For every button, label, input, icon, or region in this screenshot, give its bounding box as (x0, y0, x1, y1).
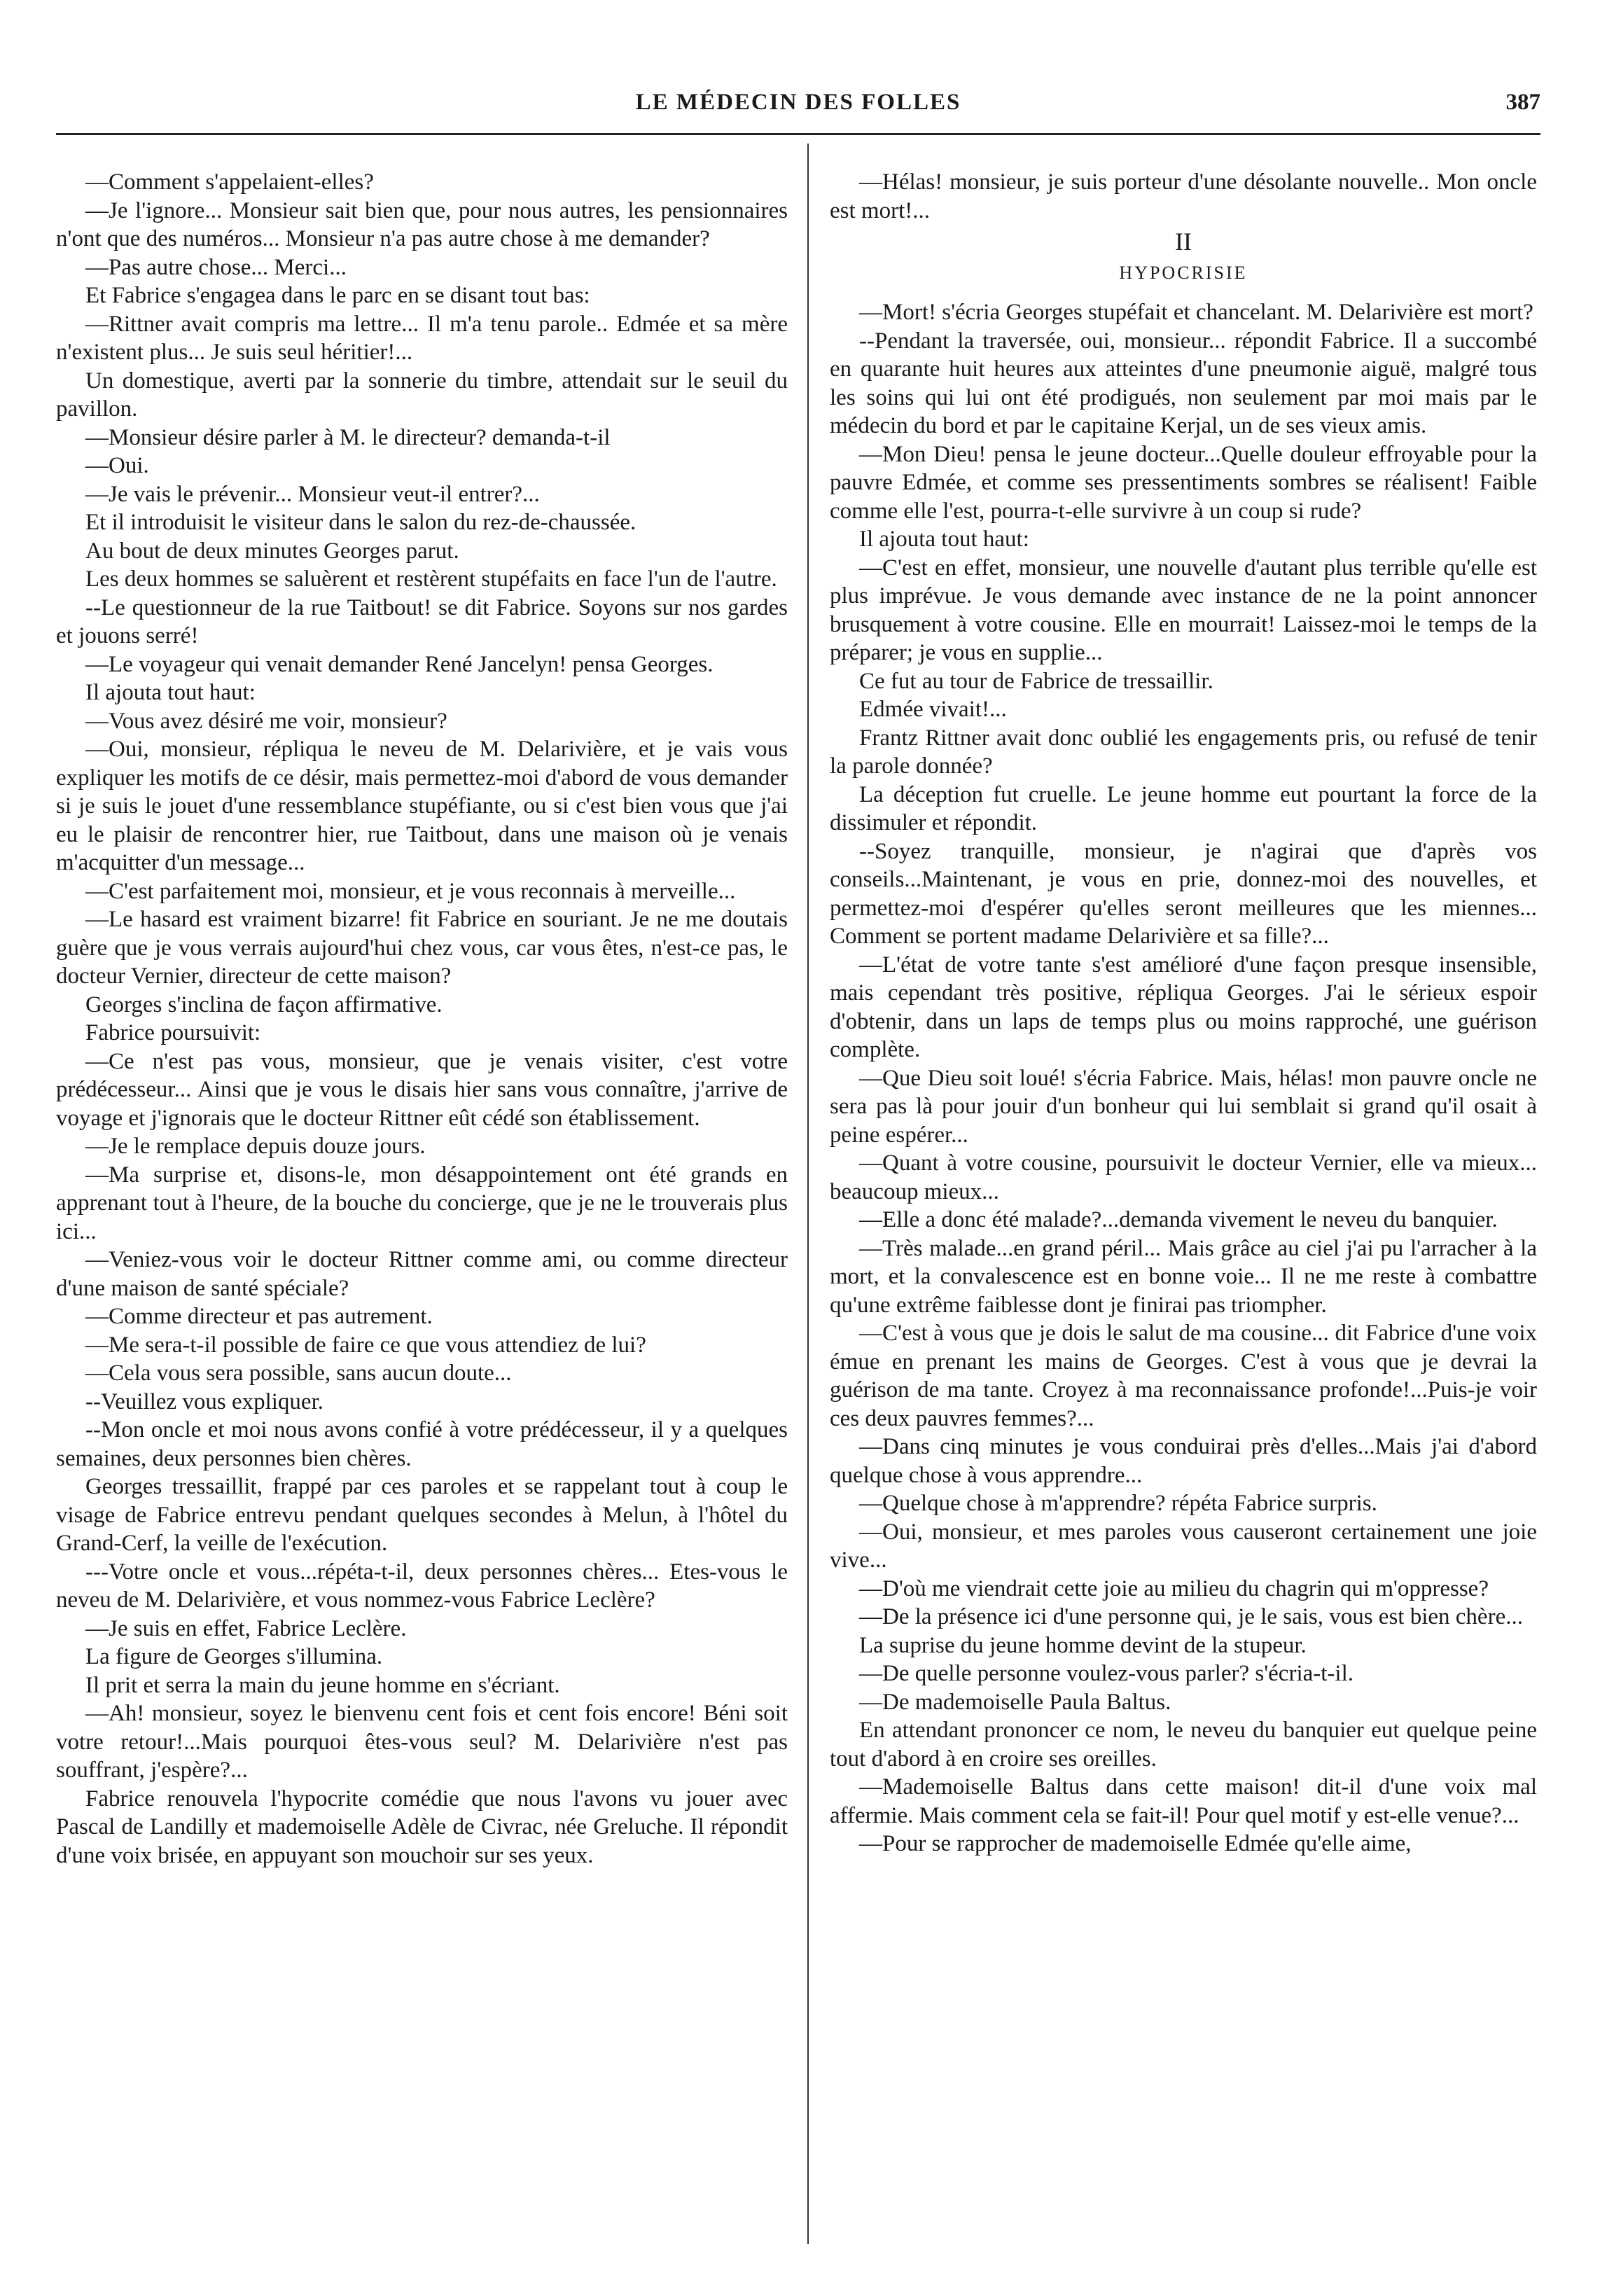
page-number: 387 (1505, 90, 1540, 115)
paragraph: —De quelle personne voulez-vous parler? s'écria-t-il. (859, 1661, 1354, 1686)
paragraph: —Monsieur désire parler à M. le directeur? demanda-t-il (85, 424, 611, 450)
paragraph: —Pour se rapprocher de mademoiselle Edmée qu'elle aime, (859, 1831, 1412, 1856)
paragraph: La déception fut cruelle. Le jeune homme eut pourtant la force de la dissimuler et répondit. (830, 781, 1537, 835)
header-rule (56, 133, 1540, 135)
paragraph: —Oui, monsieur, répliqua le neveu de M. Delarivière, et je vais vous expliquer les motifs de ce désir, mais permettez-moi d'abord de vous demander si je suis le jouet d'une ressemblance stupéfiante, ou si c'est bien vous que j'ai eu le plaisir de rencontrer hier, rue Taitbout, dans une maison où je venais m'acquitter d'un message... (56, 737, 788, 875)
paragraph: —De la présence ici d'une personne qui, je le sais, vous est bien chère... (859, 1604, 1523, 1629)
paragraph: Frantz Rittner avait donc oublié les engagements pris, ou refusé de tenir la parole donnée? (830, 725, 1537, 779)
paragraph: —Dans cinq minutes je vous conduirai près d'elles...Mais j'ai d'abord quelque chose à vous apprendre... (830, 1434, 1537, 1488)
paragraph: La suprise du jeune homme devint de la stupeur. (859, 1632, 1307, 1658)
paragraph: —Mon Dieu! pensa le jeune docteur...Quelle douleur effroyable pour la pauvre Edmée, et comme ses pressentiments sombres se réalisent! Faible comme elle l'est, pourra-t-elle survivre à un coup si rude? (830, 441, 1537, 524)
paragraph: --Veuillez vous expliquer. (85, 1389, 324, 1414)
paragraph: —Comment s'appelaient-elles? (85, 169, 374, 195)
paragraph: La figure de Georges s'illumina. (85, 1644, 383, 1669)
paragraph: —Je suis en effet, Fabrice Leclère. (85, 1615, 407, 1641)
left-column (56, 168, 788, 1870)
paragraph: —Hélas! monsieur, je suis porteur d'une désolante nouvelle.. Mon oncle est mort!... (830, 169, 1537, 223)
running-title: LE MÉDECIN DES FOLLES (635, 90, 961, 115)
paragraph: —Me sera-t-il possible de faire ce que vous attendiez de lui? (85, 1332, 646, 1358)
paragraph: —Quelque chose à m'apprendre? répéta Fabrice surpris. (859, 1491, 1377, 1516)
section-number: II (1175, 228, 1192, 256)
paragraph: —Mademoiselle Baltus dans cette maison! dit-il d'une voix mal affermie. Mais comment cela se fait-il! Pour quel motif y est-elle venue?... (830, 1774, 1537, 1828)
paragraph: —Le hasard est vraiment bizarre! fit Fabrice en souriant. Je ne me doutais guère que je vous verrais aujourd'hui chez vous, car vous êtes, n'est-ce pas, le docteur Vernier, directeur de cette maison? (56, 907, 788, 989)
paragraph: —Ah! monsieur, soyez le bienvenu cent fois et cent fois encore! Béni soit votre retour!...Mais pourquoi êtes-vous seul? M. Delarivière n'est pas souffrant, j'espère?... (56, 1701, 788, 1783)
paragraph: —Très malade...en grand péril... Mais grâce au ciel j'ai pu l'arracher à la mort, et la convalescence est en bonne voie... Il ne me reste à combattre qu'une extrême faiblesse dont je finirai pas triompher. (830, 1235, 1537, 1318)
paragraph: —Oui. (85, 453, 149, 478)
paragraph: —C'est à vous que je dois le salut de ma cousine... dit Fabrice d'une voix émue en prenant les mains de Georges. C'est à vous que je devrai la guérison de ma tante. Croyez à ma reconnaissance profonde!...Puis-je voir ces deux pauvres femmes?... (830, 1321, 1537, 1431)
paragraph: Il prit et serra la main du jeune homme en s'écriant. (85, 1672, 560, 1698)
paragraph: Georges s'inclina de façon affirmative. (85, 992, 443, 1017)
paragraph: Edmée vivait!... (859, 697, 1007, 722)
paragraph: Et Fabrice s'engagea dans le parc en se disant tout bas: (85, 283, 590, 308)
paragraph: —Vous avez désiré me voir, monsieur? (85, 708, 447, 734)
paragraph: Fabrice renouvela l'hypocrite comédie que nous l'avons vu jouer avec Pascal de Landilly et mademoiselle Adèle de Civrac, née Greluche. Il répondit d'une voix brisée, en appuyant son mouchoir sur ses yeux. (56, 1786, 788, 1868)
paragraph: --Le questionneur de la rue Taitbout! se dit Fabrice. Soyons sur nos gardes et jouons serré! (56, 594, 788, 648)
paragraph: —C'est en effet, monsieur, une nouvelle d'autant plus terrible qu'elle est plus imprévue. Je vous demande avec instance de ne la point annoncer brusquement à votre cousine. Elle en mourrait! Laissez-moi le temps de la préparer; je vous en supplie... (830, 555, 1537, 665)
paragraph: En attendant prononcer ce nom, le neveu du banquier eut quelque peine tout d'abord à en croire ses oreilles. (830, 1718, 1537, 1772)
paragraph: —L'état de votre tante s'est amélioré d'une façon presque insensible, mais cependant très positive, répliqua Georges. J'ai le sérieux espoir d'obtenir, dans un laps de temps plus ou moins rapproché, une guérison complète. (830, 952, 1537, 1062)
paragraph: —Elle a donc été malade?...demanda vivement le neveu du banquier. (859, 1207, 1498, 1232)
paragraph: Georges tressaillit, frappé par ces paroles et se rappelant tout à coup le visage de Fabrice entrevu pendant quelques secondes à Melun, à l'hôtel du Grand-Cerf, la veille de l'exécution. (56, 1474, 788, 1556)
paragraph: —Ce n'est pas vous, monsieur, que je venais visiter, c'est votre prédécesseur... Ainsi que je vous le disais hier sans vous connaître, j'arrive de voyage et j'ignorais que le docteur Rittner eût cédé son établissement. (56, 1048, 788, 1131)
paragraph: —Le voyageur qui venait demander René Jancelyn! pensa Georges. (85, 651, 714, 677)
paragraph: Il ajouta tout haut: (85, 680, 256, 705)
paragraph: Les deux hommes se saluèrent et restèrent stupéfaits en face l'un de l'autre. (85, 566, 777, 592)
paragraph: —Que Dieu soit loué! s'écria Fabrice. Mais, hélas! mon pauvre oncle ne sera pas là pour jouir d'un bonheur qui lui semblait si grand qu'il osait à peine espérer... (830, 1065, 1537, 1148)
paragraph: Au bout de deux minutes Georges parut. (85, 538, 459, 564)
paragraph: —Je vais le prévenir... Monsieur veut-il entrer?... (85, 481, 540, 507)
paragraph: Ce fut au tour de Fabrice de tressaillir. (859, 668, 1213, 694)
paragraph: Fabrice poursuivit: (85, 1020, 261, 1045)
paragraph: —D'où me viendrait cette joie au milieu du chagrin qui m'oppresse? (859, 1575, 1489, 1601)
paragraph: —Rittner avait compris ma lettre... Il m'a tenu parole.. Edmée et sa mère n'existent plus... Je suis seul héritier!... (56, 311, 788, 365)
paragraph: --Pendant la traversée, oui, monsieur... répondit Fabrice. Il a succombé en quarante huit heures aux atteintes d'une pneumonie aiguë, malgré tous les soins qui lui ont été prodigués, non seulement par moi mais par le médecin du bord et par le capitaine Kerjal, un de ses vieux amis. (830, 328, 1537, 438)
paragraph: ---Votre oncle et vous...répéta-t-il, deux personnes chères... Etes-vous le neveu de M. Delarivière, et vous nommez-vous Fabrice Leclère? (56, 1559, 788, 1613)
right-column (830, 168, 1537, 1858)
page-header (56, 90, 1540, 132)
column-separator (807, 144, 809, 2244)
section-title: HYPOCRISIE (1119, 262, 1248, 283)
paragraph: —Ma surprise et, disons-le, mon désappointement ont été grands en apprenant tout à l'heure, de la bouche du concierge, que je ne le trouverais plus ici... (56, 1162, 788, 1244)
paragraph: —Quant à votre cousine, poursuivit le docteur Vernier, elle va mieux... beaucoup mieux... (830, 1150, 1537, 1204)
paragraph: —Je le remplace depuis douze jours. (85, 1134, 426, 1159)
paragraph: —Je l'ignore... Monsieur sait bien que, pour nous autres, les pensionnaires n'ont que des numéros... Monsieur n'a pas autre chose à me demander? (56, 197, 788, 251)
paragraph: —Mort! s'écria Georges stupéfait et chancelant. M. Delarivière est mort? (859, 300, 1533, 325)
paragraph: —Comme directeur et pas autrement. (85, 1304, 433, 1329)
paragraph: —Veniez-vous voir le docteur Rittner comme ami, ou comme directeur d'une maison de santé spéciale? (56, 1247, 788, 1301)
paragraph: —Pas autre chose... Merci... (85, 254, 347, 280)
paragraph: --Soyez tranquille, monsieur, je n'agirai que d'après vos conseils...Maintenant, je vous en prie, donnez-moi des nouvelles, et permettez-moi d'espérer qu'elles seront meilleures que les miennes... Comment se portent madame Delarivière et sa fille?... (830, 838, 1537, 949)
paragraph: Et il introduisit le visiteur dans le salon du rez-de-chaussée. (85, 510, 636, 535)
paragraph: —Cela vous sera possible, sans aucun doute... (85, 1361, 512, 1386)
paragraph: Un domestique, averti par la sonnerie du timbre, attendait sur le seuil du pavillon. (56, 368, 788, 422)
paragraph: —De mademoiselle Paula Baltus. (859, 1689, 1171, 1715)
paragraph: Il ajouta tout haut: (859, 527, 1029, 552)
paragraph: —Oui, monsieur, et mes paroles vous causeront certainement une joie vive... (830, 1519, 1537, 1573)
paragraph: --Mon oncle et moi nous avons confié à votre prédécesseur, il y a quelques semaines, deux personnes bien chères. (56, 1417, 788, 1471)
paragraph: —C'est parfaitement moi, monsieur, et je vous reconnais à merveille... (85, 878, 736, 904)
